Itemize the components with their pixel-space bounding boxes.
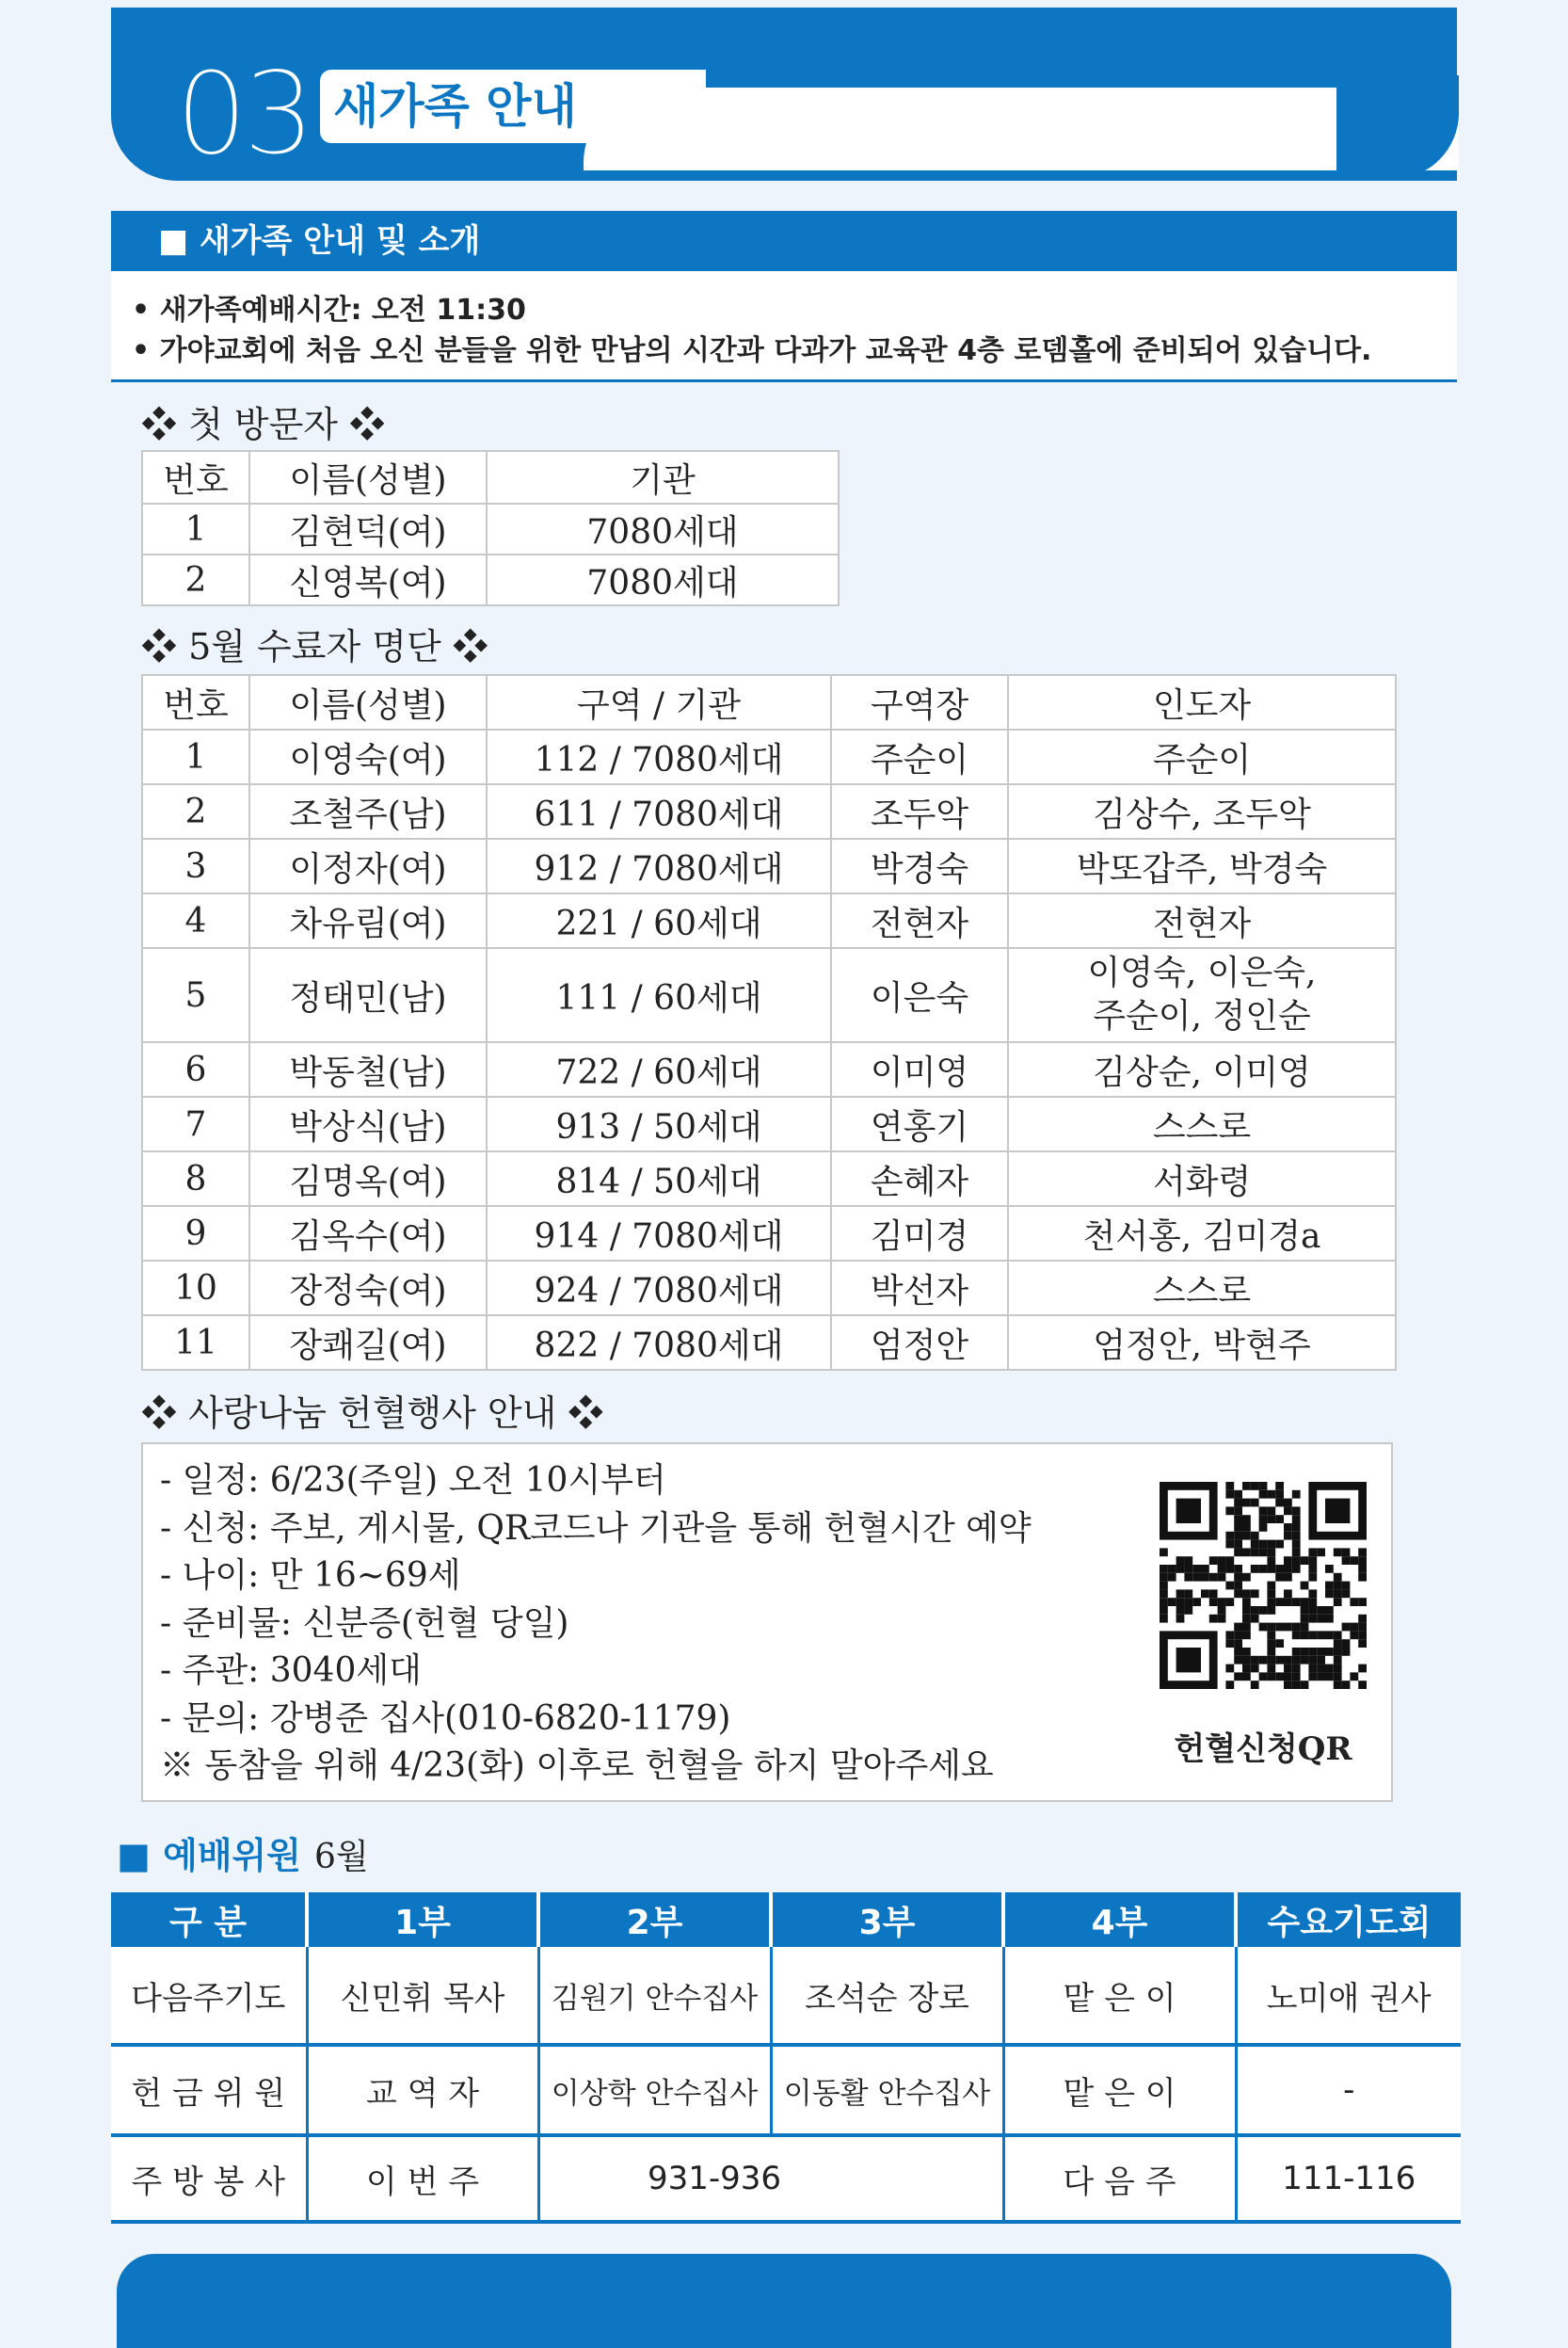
worship-committee-table xyxy=(111,1892,1461,2224)
worship-committee-title xyxy=(117,1826,369,1878)
worship-committee-month: 6월 xyxy=(313,1838,369,1876)
table-cell: 김명옥(여) xyxy=(249,1151,487,1206)
table-cell: 5 xyxy=(142,948,249,1042)
table-cell: 박경숙 xyxy=(831,839,1008,893)
table-cell: 박동철(남) xyxy=(249,1042,487,1097)
table-cell: 6 xyxy=(142,1042,249,1097)
table-cell: 정태민(남) xyxy=(249,948,487,1042)
table-cell: 이영숙(여) xyxy=(249,730,487,784)
first-visitors-table xyxy=(141,450,840,606)
table-row xyxy=(142,948,1396,1042)
table-header-cell: 이름(성별) xyxy=(249,675,487,730)
donation-details xyxy=(160,1457,1032,1791)
table-cell: 722 / 60세대 xyxy=(487,1042,831,1097)
table-row xyxy=(111,1947,1461,2045)
table-cell: 주순이 xyxy=(831,730,1008,784)
table-cell: 이상학 안수집사 xyxy=(538,2045,771,2135)
table-cell: 주 방 봉 사 xyxy=(111,2135,307,2222)
table-row xyxy=(142,784,1396,839)
table-row xyxy=(142,555,839,605)
table-header-cell: 3부 xyxy=(771,1892,1003,1947)
table-cell: 914 / 7080세대 xyxy=(487,1206,831,1261)
table-cell: 112 / 7080세대 xyxy=(487,730,831,784)
table-cell: 111-116 xyxy=(1236,2135,1461,2222)
table-header-cell: 번호 xyxy=(142,675,249,730)
table-row xyxy=(142,1097,1396,1151)
donation-line: ※ 동참을 위해 4/23(화) 이후로 헌혈을 하지 말아주세요 xyxy=(160,1746,994,1785)
first-visitors-heading: ❖ 첫 방문자 ❖ xyxy=(141,404,386,445)
table-cell: 김현덕(여) xyxy=(249,504,487,555)
table-cell: 연홍기 xyxy=(831,1097,1008,1151)
table-header-cell: 이름(성별) xyxy=(249,451,487,504)
table-cell: 1 xyxy=(142,504,249,555)
table-cell: 박또갑주, 박경숙 xyxy=(1008,839,1396,893)
donation-line: - 일정: 6/23(주일) 오전 10시부터 xyxy=(160,1461,666,1500)
table-row xyxy=(111,2135,1461,2222)
table-header-row xyxy=(142,675,1396,730)
table-row xyxy=(111,2045,1461,2135)
table-header-cell: 번호 xyxy=(142,451,249,504)
qr-code-icon[interactable] xyxy=(1160,1482,1367,1689)
table-cell: 조석순 장로 xyxy=(771,1947,1003,2045)
table-header-cell: 2부 xyxy=(538,1892,771,1947)
table-row xyxy=(142,1315,1396,1370)
table-cell: 엄정안 xyxy=(831,1315,1008,1370)
table-cell: 맡 은 이 xyxy=(1003,2045,1236,2135)
info-line: • 새가족예배시간: 오전 11:30 xyxy=(132,294,526,327)
donation-line: - 신청: 주보, 게시물, QR코드나 기관을 통해 헌혈시간 예약 xyxy=(160,1508,1032,1548)
table-header-cell: 인도자 xyxy=(1008,675,1396,730)
table-cell: 913 / 50세대 xyxy=(487,1097,831,1151)
table-cell: 822 / 7080세대 xyxy=(487,1315,831,1370)
table-cell: 박선자 xyxy=(831,1261,1008,1315)
table-cell: 엄정안, 박현주 xyxy=(1008,1315,1396,1370)
table-cell: 조철주(남) xyxy=(249,784,487,839)
table-cell: 7080세대 xyxy=(487,504,839,555)
table-header-row xyxy=(111,1892,1461,1947)
table-header-cell: 수요기도회 xyxy=(1236,1892,1461,1947)
table-cell: 교 역 자 xyxy=(307,2045,538,2135)
table-cell: 김옥수(여) xyxy=(249,1206,487,1261)
donation-line: - 나이: 만 16~69세 xyxy=(160,1556,461,1595)
table-cell: 스스로 xyxy=(1008,1097,1396,1151)
page-footer xyxy=(117,2254,1451,2348)
table-cell: 7080세대 xyxy=(487,555,839,605)
table-cell: 3 xyxy=(142,839,249,893)
donation-line: - 준비물: 신분증(헌혈 당일) xyxy=(160,1603,569,1643)
table-cell: 신민휘 목사 xyxy=(307,1947,538,2045)
table-row xyxy=(142,839,1396,893)
table-cell: - xyxy=(1236,2045,1461,2135)
table-cell: 김상순, 이미영 xyxy=(1008,1042,1396,1097)
table-cell: 10 xyxy=(142,1261,249,1315)
table-cell: 이동활 안수집사 xyxy=(771,2045,1003,2135)
table-cell: 4 xyxy=(142,893,249,948)
table-header-cell: 1부 xyxy=(307,1892,538,1947)
qr-label: 헌혈신청QR xyxy=(1174,1730,1352,1768)
table-cell: 2 xyxy=(142,784,249,839)
table-cell: 1 xyxy=(142,730,249,784)
header-decoration xyxy=(584,88,1459,170)
table-cell: 신영복(여) xyxy=(249,555,487,605)
table-cell: 김원기 안수집사 xyxy=(538,1947,771,2045)
subsection-title: ■ 새가족 안내 및 소개 xyxy=(111,211,1457,271)
table-cell: 814 / 50세대 xyxy=(487,1151,831,1206)
table-cell: 손혜자 xyxy=(831,1151,1008,1206)
table-row xyxy=(142,730,1396,784)
table-row xyxy=(142,1206,1396,1261)
table-cell: 스스로 xyxy=(1008,1261,1396,1315)
donation-line: - 주관: 3040세대 xyxy=(160,1651,422,1690)
table-cell: 다 음 주 xyxy=(1003,2135,1236,2222)
donation-line: - 문의: 강병준 집사(010-6820-1179) xyxy=(160,1698,731,1738)
table-cell: 11 xyxy=(142,1315,249,1370)
table-header-cell: 4부 xyxy=(1003,1892,1236,1947)
table-cell: 931-936 xyxy=(538,2135,1003,2222)
table-cell: 다음주기도 xyxy=(111,1947,307,2045)
table-header-row xyxy=(142,451,839,504)
info-line: • 가야교회에 처음 오신 분들을 위한 만남의 시간과 다과가 교육관 4층 로뎀홀에 준비되어 있습니다. xyxy=(132,334,1372,367)
table-cell: 924 / 7080세대 xyxy=(487,1261,831,1315)
table-row xyxy=(142,504,839,555)
table-cell: 김미경 xyxy=(831,1206,1008,1261)
table-cell: 9 xyxy=(142,1206,249,1261)
table-cell xyxy=(1008,948,1396,1042)
table-cell: 박상식(남) xyxy=(249,1097,487,1151)
table-cell: 912 / 7080세대 xyxy=(487,839,831,893)
table-cell: 이은숙 xyxy=(831,948,1008,1042)
table-cell: 이미영 xyxy=(831,1042,1008,1097)
graduates-heading: ❖ 5월 수료자 명단 ❖ xyxy=(141,626,488,667)
table-cell: 8 xyxy=(142,1151,249,1206)
guide-line: 이영숙, 이은숙, xyxy=(1087,954,1317,992)
table-cell: 장정숙(여) xyxy=(249,1261,487,1315)
donation-box xyxy=(141,1442,1393,1802)
table-cell: 111 / 60세대 xyxy=(487,948,831,1042)
table-header-cell: 구역 / 기관 xyxy=(487,675,831,730)
table-cell: 조두악 xyxy=(831,784,1008,839)
table-cell: 2 xyxy=(142,555,249,605)
table-cell: 서화령 xyxy=(1008,1151,1396,1206)
table-cell: 맡 은 이 xyxy=(1003,1947,1236,2045)
info-box xyxy=(111,271,1457,382)
donation-heading: ❖ 사랑나눔 헌혈행사 안내 ❖ xyxy=(141,1392,604,1434)
table-cell: 장쾌길(여) xyxy=(249,1315,487,1370)
table-row xyxy=(142,1151,1396,1206)
table-cell: 천서홍, 김미경a xyxy=(1008,1206,1396,1261)
guide-line: 주순이, 정인순 xyxy=(1093,997,1311,1036)
table-cell: 헌 금 위 원 xyxy=(111,2045,307,2135)
table-header-cell: 기관 xyxy=(487,451,839,504)
table-cell: 차유림(여) xyxy=(249,893,487,948)
table-cell: 221 / 60세대 xyxy=(487,893,831,948)
graduates-table xyxy=(141,674,1397,1371)
section-title: 새가족 안내 xyxy=(320,70,706,143)
table-row xyxy=(142,893,1396,948)
table-cell: 이정자(여) xyxy=(249,839,487,893)
table-header-cell: 구 분 xyxy=(111,1892,307,1947)
table-cell: 주순이 xyxy=(1008,730,1396,784)
table-cell: 전현자 xyxy=(1008,893,1396,948)
table-header-cell: 구역장 xyxy=(831,675,1008,730)
table-cell: 전현자 xyxy=(831,893,1008,948)
section-number: 03 xyxy=(175,47,311,181)
table-cell: 611 / 7080세대 xyxy=(487,784,831,839)
table-cell: 7 xyxy=(142,1097,249,1151)
table-cell: 이 번 주 xyxy=(307,2135,538,2222)
table-cell: 김상수, 조두악 xyxy=(1008,784,1396,839)
worship-committee-label: ■ 예배위원 xyxy=(117,1835,301,1876)
table-row xyxy=(142,1042,1396,1097)
table-cell: 노미애 권사 xyxy=(1236,1947,1461,2045)
table-row xyxy=(142,1261,1396,1315)
